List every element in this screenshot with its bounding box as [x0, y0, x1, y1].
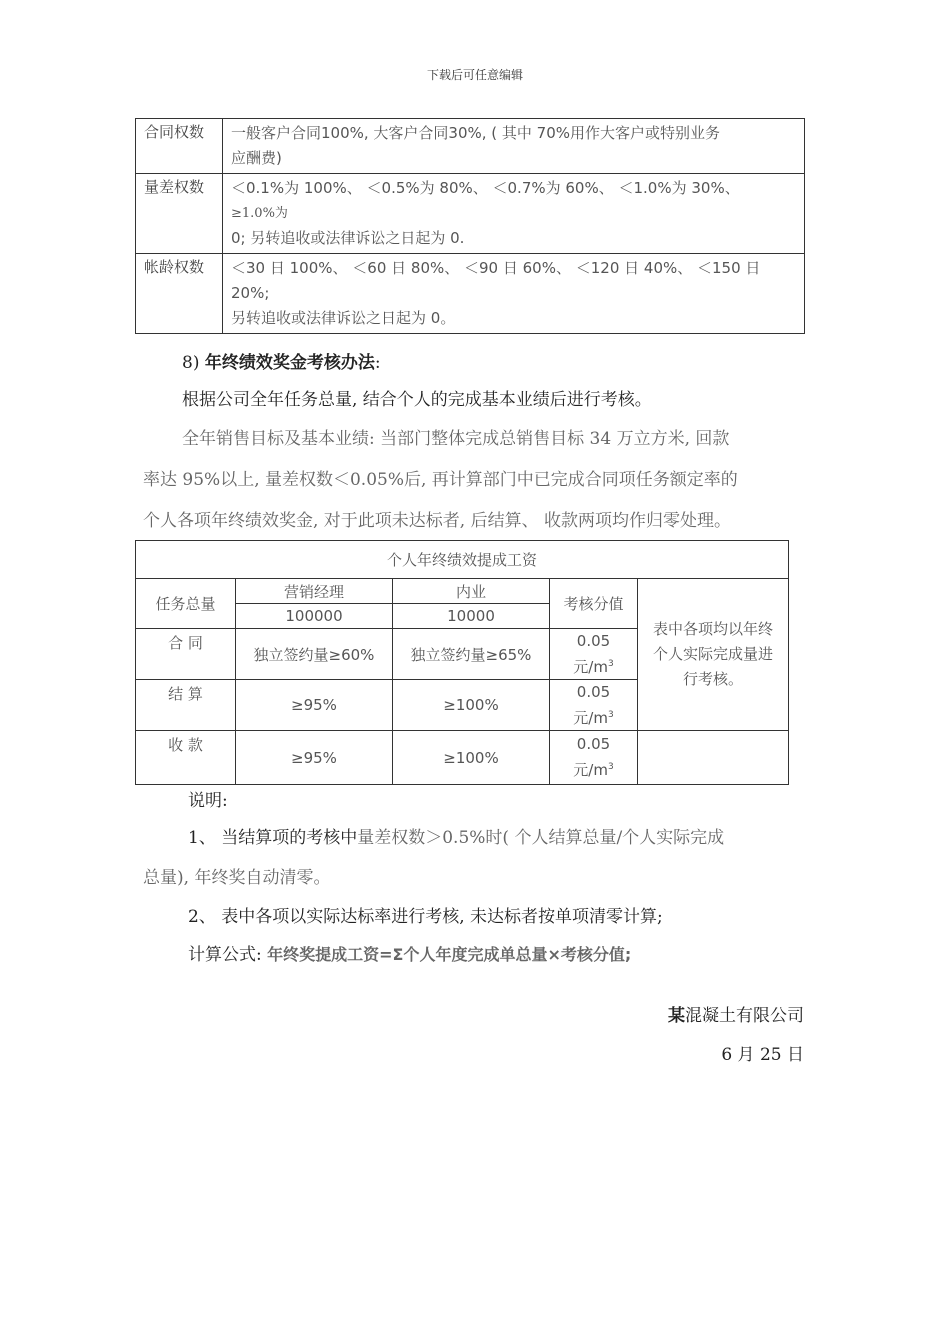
content-line: ＜0.1%为 100%、 ＜0.5%为 80%、 ＜0.7%为 60%、 ＜1.0%为 30%、 [231, 179, 740, 197]
page-header: 下载后可任意编辑 [426, 68, 523, 82]
note-text: 表中各项均以年终个人实际完成量进行考核。 [653, 620, 774, 688]
content-line: 应酬费) [231, 149, 282, 167]
note-item-1-cont: 总量), 年终奖自动清零。 [143, 868, 331, 888]
score-number: 0.05 [576, 631, 611, 650]
row-label: 帐龄权数 [136, 254, 223, 334]
score-number: 0.05 [576, 735, 611, 753]
col-header-manager: 营销经理 [236, 579, 393, 604]
table-note [638, 579, 789, 731]
content-line: 0; 另转追收或法律诉讼之日起为 0. [231, 229, 465, 247]
note-text: 1、 当结算项的考核中 [188, 828, 358, 848]
internal-value: 独立签约量≥65% [393, 629, 550, 680]
row-label: 合同权数 [136, 119, 223, 174]
manager-value: ≥95% [236, 731, 393, 785]
row-content [223, 174, 805, 254]
note-item-2: 2、 表中各项以实际达标率进行考核, 未达标者按单项清零计算; [188, 907, 663, 927]
formula-text: 年终奖提成工资=Σ个人年度完成单总量×考核分值; [267, 945, 632, 964]
score-number: 0.05 [576, 682, 611, 701]
score-value [550, 629, 638, 680]
score-unit: 元$/m^3$ [573, 657, 614, 676]
table-row [136, 254, 805, 334]
col-header-internal: 内业 [393, 579, 550, 604]
section-number: 8) [182, 353, 200, 373]
content-line: 20%; [231, 284, 270, 302]
manager-target: 100000 [236, 604, 393, 629]
task-total-label: 任务总量 [136, 579, 236, 629]
table-row [136, 119, 805, 174]
table-title-row [136, 541, 789, 579]
table-row [136, 731, 789, 785]
table-row [136, 579, 789, 604]
paragraph-line: 率达 95%以上, 量差权数＜0.05%后, 再计算部门中已完成合同项任务额定率的 [143, 470, 738, 490]
table-title: 个人年终绩效提成工资 [136, 541, 789, 579]
content-line: ≥1.0%为 [231, 206, 288, 221]
formula-label: 计算公式: [188, 945, 268, 965]
note-item-1 [188, 823, 724, 848]
paragraph: 根据公司全年任务总量, 结合个人的完成基本业绩后进行考核。 [182, 390, 652, 410]
row-label: 量差权数 [136, 174, 223, 254]
weight-table [135, 118, 805, 334]
internal-target: 10000 [393, 604, 550, 629]
notes-heading: 说明: [188, 791, 228, 811]
internal-value: ≥100% [393, 680, 550, 731]
score-label: 考核分值 [550, 579, 638, 629]
row-content [223, 119, 805, 174]
formula-line [188, 940, 631, 965]
paragraph-line: 个人各项年终绩效奖金, 对于此项未达标者, 后结算、 收款两项均作归零处理。 [143, 511, 732, 531]
bonus-table [135, 540, 789, 731]
score-unit: 元$/m^3$ [573, 708, 614, 727]
section-colon: : [374, 353, 381, 373]
internal-value: ≥100% [393, 731, 550, 785]
content-line: ＜30 日 100%、 ＜60 日 80%、 ＜90 日 60%、 ＜120 日 40%、 ＜150 日 [231, 259, 761, 277]
bonus-table-last-row [135, 730, 789, 785]
score-value [550, 731, 638, 785]
paragraph-line: 全年销售目标及基本业绩: 当部门整体完成总销售目标 34 万立方米, 回款 [182, 429, 730, 449]
content-line: 另转追收或法律诉讼之日起为 0。 [231, 309, 456, 327]
content-line: 一般客户合同100%, 大客户合同30%, ( 其中 70%用作大客户或特别业务 [231, 124, 721, 142]
note-cell-bottom [638, 731, 789, 785]
section-heading [182, 348, 381, 373]
score-unit: 元$/m^3$ [573, 761, 614, 779]
note-text: 量差权数＞0.5%时( 个人结算总量/个人实际完成 [357, 828, 725, 848]
row-label: 结 算 [136, 680, 236, 731]
table-row [136, 174, 805, 254]
score-value [550, 680, 638, 731]
row-label: 合 同 [136, 629, 236, 680]
manager-value: ≥95% [236, 680, 393, 731]
signature-date: 6 月 25 日 [721, 1045, 804, 1065]
row-content [223, 254, 805, 334]
section-title: 年终绩效奖金考核办法 [204, 353, 375, 373]
row-label: 收 款 [136, 731, 236, 785]
manager-value: 独立签约量≥60% [236, 629, 393, 680]
company-name: 某混凝土有限公司 [668, 1006, 804, 1026]
